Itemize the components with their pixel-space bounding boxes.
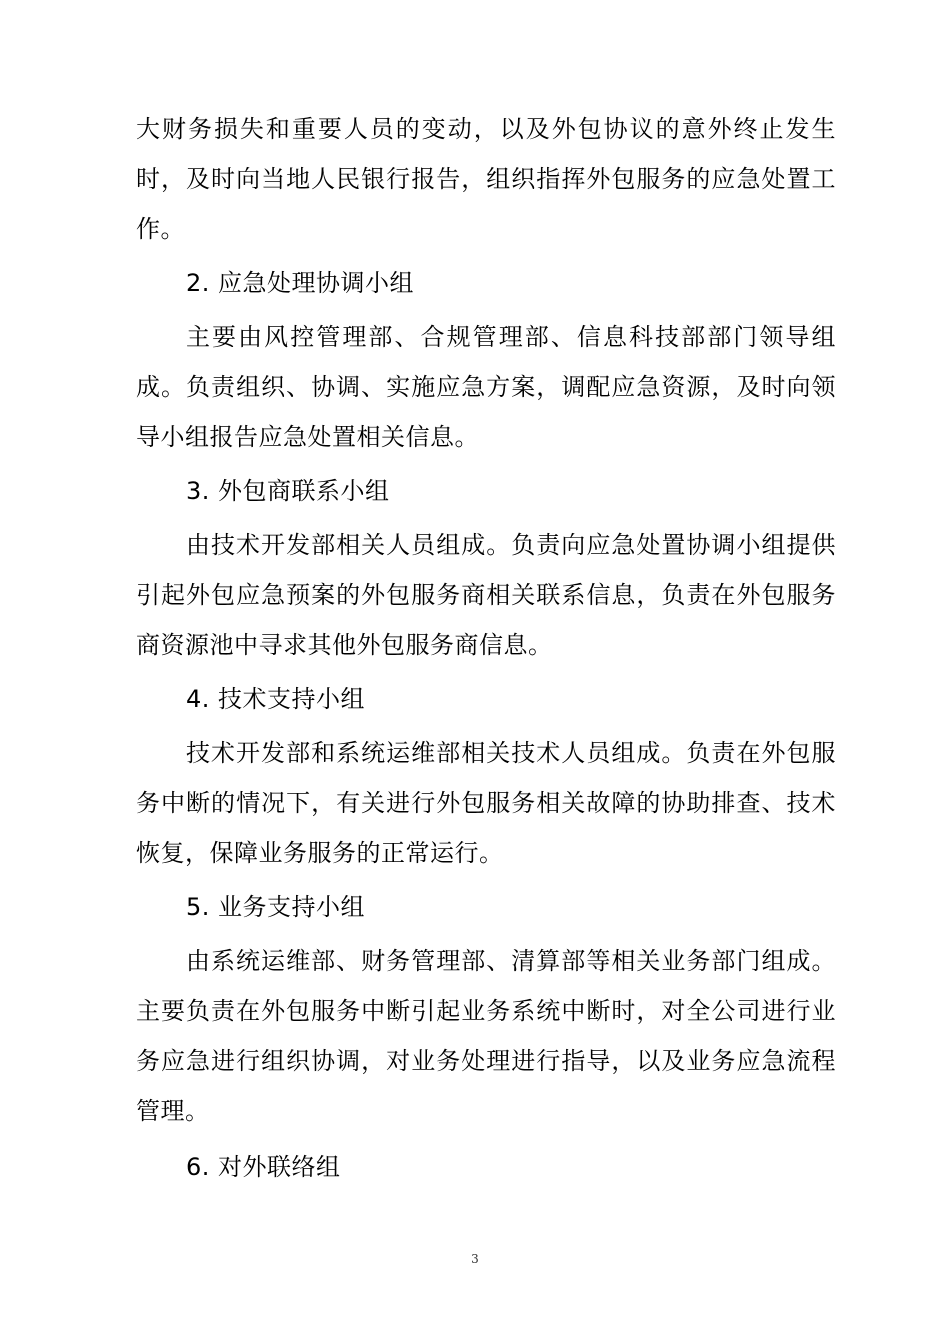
document-body [136,104,836,1192]
page-number: 3 [471,1252,479,1266]
section-heading-coordination-group: 2. 应急处理协调小组 [186,269,415,297]
paragraph-coordination-group: 主要由风控管理部、合规管理部、信息科技部部门领导组成。负责组织、协调、实施应急方案，调配应急资源，及时向领导小组报告应急处置相关信息。 [136,323,836,451]
section-heading-external-liaison-group: 6. 对外联络组 [186,1153,341,1181]
paragraph-business-support-group: 由系统运维部、财务管理部、清算部等相关业务部门组成。主要负责在外包服务中断引起业务系统中断时，对全公司进行业务应急进行组织协调，对业务处理进行指导，以及业务应急流程管理。 [136,947,836,1125]
paragraph-vendor-liaison-group: 由技术开发部相关人员组成。负责向应急处置协调小组提供引起外包应急预案的外包服务商相关联系信息，负责在外包服务商资源池中寻求其他外包服务商信息。 [136,531,836,659]
paragraph-report-duties: 大财务损失和重要人员的变动，以及外包协议的意外终止发生时，及时向当地人民银行报告，组织指挥外包服务的应急处置工作。 [136,115,836,243]
section-heading-business-support-group: 5. 业务支持小组 [186,893,366,921]
paragraph-tech-support-group: 技术开发部和系统运维部相关技术人员组成。负责在外包服务中断的情况下，有关进行外包服务相关故障的协助排查、技术恢复，保障业务服务的正常运行。 [136,739,836,867]
section-heading-tech-support-group: 4. 技术支持小组 [186,685,366,713]
section-heading-vendor-liaison-group: 3. 外包商联系小组 [186,477,390,505]
